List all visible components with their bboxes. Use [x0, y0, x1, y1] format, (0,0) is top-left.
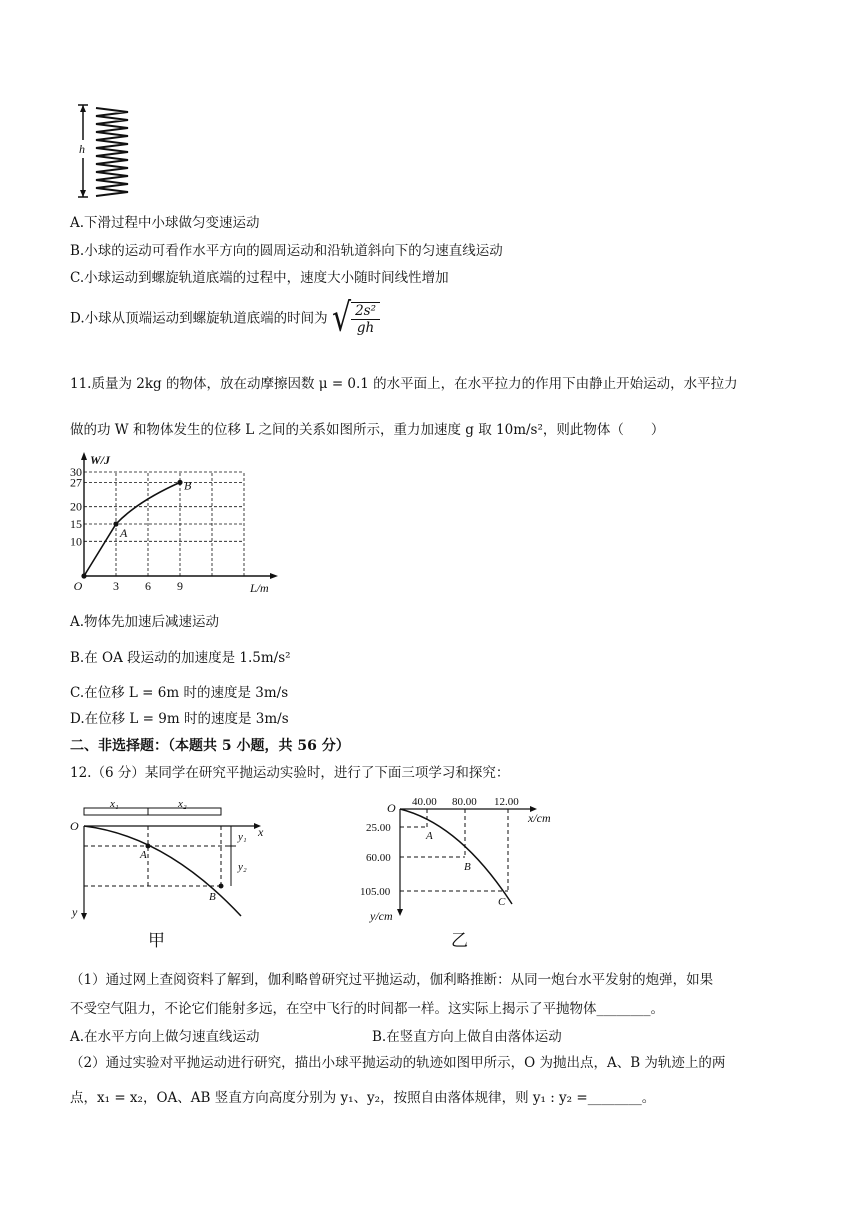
yi-point-b: B — [464, 861, 471, 873]
q10-option-d-text: D.小球从顶端运动到螺旋轨道底端的时间为 — [70, 310, 328, 327]
data-point-b — [177, 480, 182, 485]
x-tick-label: 6 — [145, 579, 151, 593]
q12-stem: 12.（6 分）某同学在研究平抛运动实验时，进行了下面三项学习和探究： — [70, 765, 510, 781]
q12-part1-option-b: B.在竖直方向上做自由落体运动 — [372, 1029, 562, 1045]
figure-yi — [360, 794, 600, 952]
label-x2: x₂ — [178, 798, 187, 810]
figure-jia — [66, 798, 286, 950]
yi-x-tick-3: 12.00 — [494, 796, 519, 808]
trajectory-curve — [84, 826, 241, 916]
q10-option-d — [70, 295, 380, 342]
yi-point-a: A — [426, 830, 433, 842]
formula-numerator: 2s² — [351, 303, 380, 320]
q10-option-a: A.下滑过程中小球做匀变速运动 — [70, 215, 260, 231]
spring-figure — [70, 100, 140, 202]
point-label-a: A — [120, 526, 128, 540]
label-y1: y₁ — [238, 831, 247, 843]
yi-point-c: C — [498, 896, 506, 908]
yi-origin: O — [387, 801, 396, 815]
q10-option-c: C.小球运动到螺旋轨道底端的过程中，速度大小随时间线性增加 — [70, 270, 449, 286]
y-tick-label: 20 — [70, 499, 82, 514]
label-x1: x₁ — [110, 798, 119, 810]
y-tick-label: 30 — [70, 465, 82, 479]
q11-option-d: D.在位移 L = 9m 时的速度是 3m/s — [70, 711, 289, 727]
q10-option-b: B.小球的运动可看作水平方向的圆周运动和沿轨道斜向下的匀速直线运动 — [70, 243, 503, 259]
section-2-heading: 二、非选择题：（本题共 5 小题，共 56 分） — [70, 738, 350, 754]
q11-option-a: A.物体先加速后减速运动 — [70, 614, 220, 630]
figure-yi-caption: 乙 — [451, 931, 468, 950]
figure-jia-caption: 甲 — [148, 931, 165, 950]
q12-part2-line2: 点，x₁ = x₂，OA、AB 竖直方向高度分别为 y₁、y₂，按照自由落体规律，则 y₁ : y₂ =________。 — [70, 1090, 656, 1106]
y-tick-label: 27 — [70, 475, 82, 490]
x-tick-label: 9 — [177, 579, 183, 593]
sqrt-formula: √ $\frac{\text{2s²}}{gh}$ — [332, 302, 380, 336]
data-point-o — [81, 573, 86, 578]
formula-denominator: gh — [356, 320, 375, 336]
q12-part2-line1: （2）通过实验对平抛运动进行研究，描出小球平抛运动的轨迹如图甲所示，O 为抛出点，A、B 为轨迹上的两 — [70, 1055, 726, 1071]
yi-x-tick-2: 80.00 — [452, 796, 477, 808]
q11-option-c: C.在位移 L = 6m 时的速度是 3m/s — [70, 685, 289, 701]
label-x-axis: x — [258, 825, 264, 839]
q11-option-b: B.在 OA 段运动的加速度是 1.5m/s² — [70, 650, 291, 666]
q11-stem-1: 11.质量为 2kg 的物体，放在动摩擦因数 μ = 0.1 的水平面上，在水平拉力的作用下由静止开始运动，水平拉力 — [70, 376, 738, 392]
q12-part1-option-a: A.在水平方向上做匀速直线运动 — [70, 1029, 260, 1045]
label-origin: O — [70, 819, 79, 833]
y-axis-label: W/J — [90, 453, 111, 467]
y-tick-label: 10 — [70, 534, 82, 549]
q12-part1-line1: （1）通过网上查阅资料了解到，伽利略曾研究过平抛运动，伽利略推断：从同一炮台水平发射的炮弹，如果 — [70, 972, 714, 988]
x-tick-label: 3 — [113, 579, 119, 593]
data-point-a — [113, 521, 118, 526]
label-a: A — [140, 849, 147, 861]
work-displacement-chart — [70, 452, 290, 598]
yi-y-label: y/cm — [370, 909, 393, 923]
x-axis-label: L/m — [250, 581, 269, 595]
label-b: B — [209, 891, 216, 903]
point-label-b: B — [184, 478, 192, 493]
label-y2: y₂ — [238, 861, 247, 873]
spring-height-label: h — [79, 142, 85, 156]
yi-y-tick-3: 105.00 — [360, 886, 391, 898]
label-y-axis: y — [72, 905, 78, 919]
yi-y-tick-1: 25.00 — [366, 822, 391, 834]
work-curve — [84, 482, 180, 576]
yi-x-label: x/cm — [528, 811, 551, 825]
q12-part1-line2: 不受空气阻力，不论它们能射多远，在空中飞行的时间都一样。这实际上揭示了平抛物体________。 — [70, 1001, 664, 1017]
x-tick-label: O — [73, 579, 83, 593]
q11-stem-2: 做的功 W 和物体发生的位移 L 之间的关系如图所示，重力加速度 g 取 10m/s²，则此物体（ ） — [70, 422, 665, 438]
yi-x-tick-1: 40.00 — [412, 796, 437, 808]
yi-y-tick-2: 60.00 — [366, 852, 391, 864]
y-tick-label: 15 — [70, 517, 82, 531]
